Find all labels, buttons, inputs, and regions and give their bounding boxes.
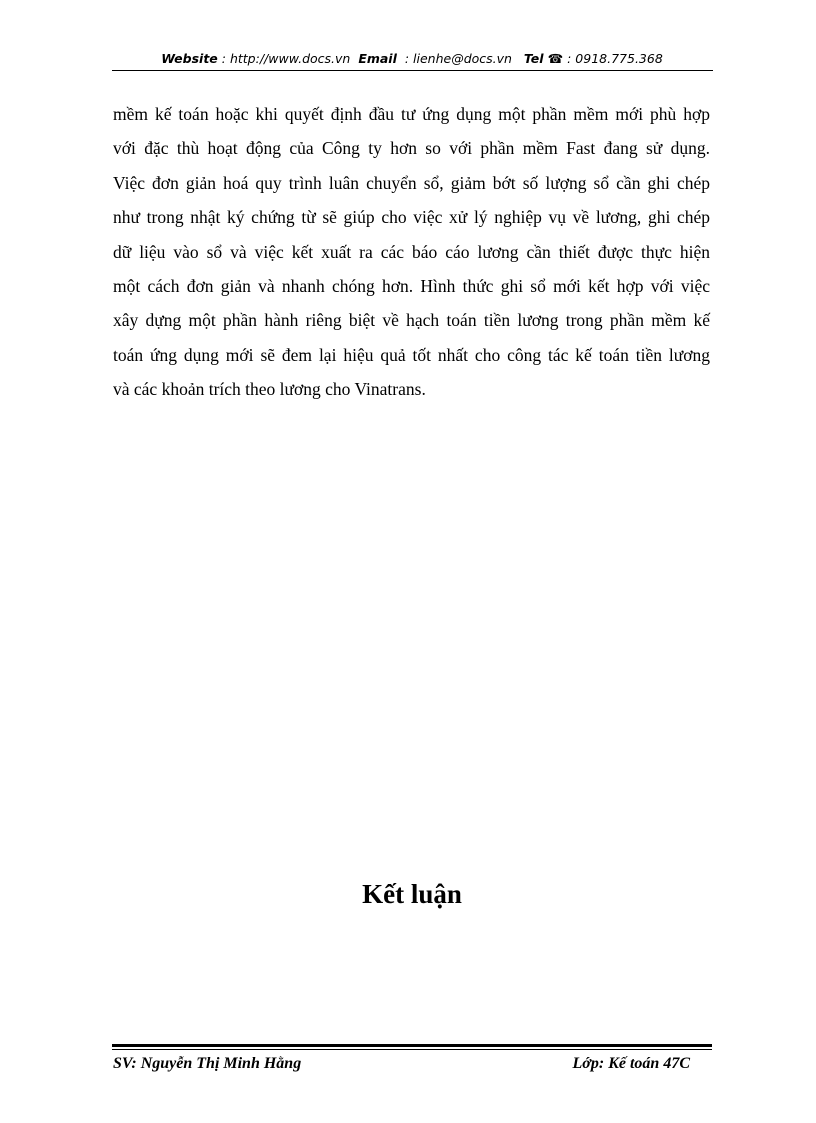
- page-header: [112, 50, 712, 68]
- paragraph-line: và các khoản trích theo lương cho Vinatrans.: [113, 379, 426, 400]
- website-label: Website: [161, 51, 218, 66]
- footer-class-name: Lớp: Kế toán 47C: [572, 1055, 690, 1072]
- paragraph-line: toán ứng dụng mới sẽ đem lại hiệu quả tốt nhất cho công tác kế toán tiền lương: [113, 344, 710, 365]
- paragraph-line: mềm kế toán hoặc khi quyết định đầu tư ứng dụng một phần mềm mới phù hợp: [113, 104, 710, 124]
- footer-divider-thick: [112, 1044, 712, 1047]
- telephone-icon: ☎: [547, 51, 564, 66]
- paragraph-line: xây dựng một phần hành riêng biệt về hạch toán tiền lương trong phần mềm kế: [113, 310, 710, 331]
- email-value: : lienhe@docs.vn: [404, 51, 512, 66]
- tel-value: : 0918.775.368: [567, 51, 663, 66]
- paragraph-line: như trong nhật ký chứng từ sẽ giúp cho việc xử lý nghiệp vụ về lương, ghi chép: [113, 207, 710, 228]
- paragraph-line: một cách đơn giản và nhanh chóng hơn. Hình thức ghi sổ mới kết hợp với việc: [113, 276, 710, 297]
- website-value: : http://www.docs.vn: [221, 51, 351, 66]
- tel-label: Tel: [523, 51, 544, 66]
- body-paragraph: [113, 97, 710, 407]
- paragraph-line: với đặc thù hoạt động của Công ty hơn so với phần mềm Fast đang sử dụng.: [113, 138, 710, 159]
- paragraph-line: dữ liệu vào sổ và việc kết xuất ra các báo cáo lương cần thiết được thực hiện: [113, 241, 710, 262]
- paragraph-line: Việc đơn giản hoá quy trình luân chuyển sổ, giảm bớt số lượng sổ cần ghi chép: [113, 172, 710, 193]
- footer-student-name: SV: Nguyễn Thị Minh Hằng: [113, 1055, 302, 1072]
- section-title: Kết luận: [362, 879, 462, 909]
- header-divider: [112, 70, 713, 71]
- email-label: Email: [358, 51, 397, 66]
- footer-divider-thin: [112, 1049, 712, 1050]
